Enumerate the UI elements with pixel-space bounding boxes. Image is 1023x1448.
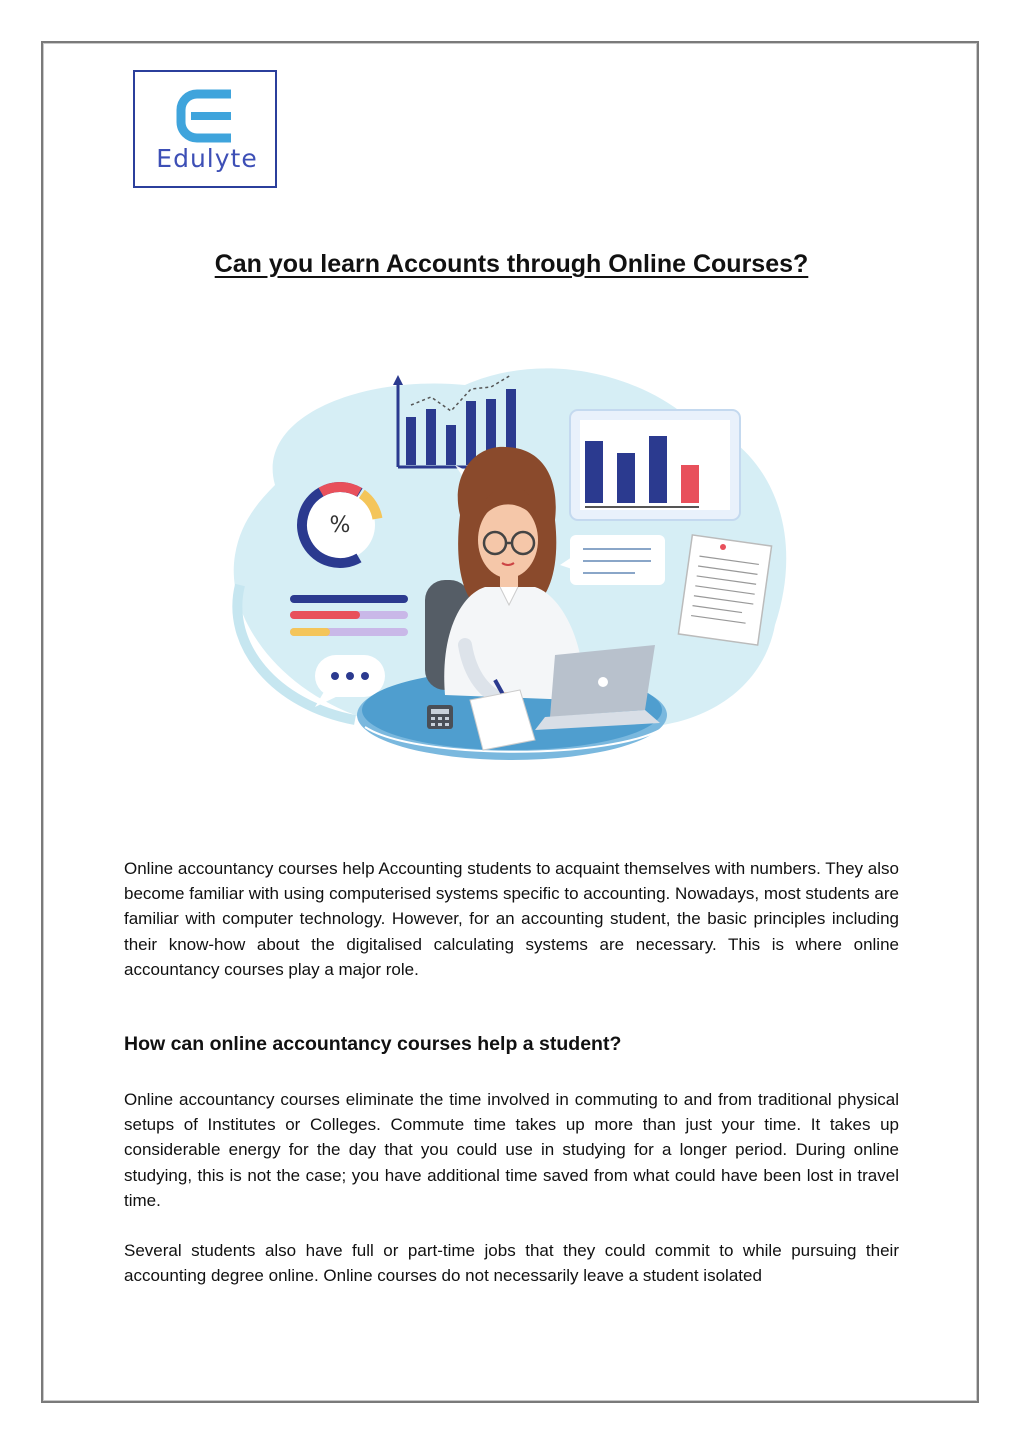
message-card-icon xyxy=(560,535,665,585)
calculator-icon xyxy=(427,705,453,729)
intro-paragraph: Online accountancy courses help Accounting students to acquaint themselves with numbers. They also become familiar with using computerised systems specific to accounting. Nowadays, most students are familiar with computer technology. However, for an accounting student, the basic principles including their know-how about the digitalised calculating systems are necessary. This is where online accountancy courses play a major role. xyxy=(124,859,899,979)
section-paragraph-2: Several students also have full or part-time jobs that they could commit to while pursuing their accounting degree online. Online courses do not necessarily leave a student isolated xyxy=(124,1241,899,1286)
section-heading: How can online accountancy courses help a student? xyxy=(124,1033,622,1055)
document-sheet-icon xyxy=(678,535,771,645)
document-title: Can you learn Accounts through Online Courses? xyxy=(214,250,809,278)
accounting-illustration xyxy=(215,355,810,805)
edulyte-logo xyxy=(133,70,277,188)
logo-wordmark: Edulyte xyxy=(156,144,258,173)
section-paragraph-1: Online accountancy courses eliminate the time involved in commuting to and from traditional physical setups of Institutes or Colleges. Commute time takes up more than just your time. It takes up considerable energy for the day that you could use in studying for a longer period. During online studying, this is not the case; you have additional time saved from what could have been lost in travel time. xyxy=(124,1090,899,1210)
percent-badge: % xyxy=(329,513,351,538)
progress-bars-icon xyxy=(290,595,408,636)
dashboard-card-icon xyxy=(570,410,740,520)
